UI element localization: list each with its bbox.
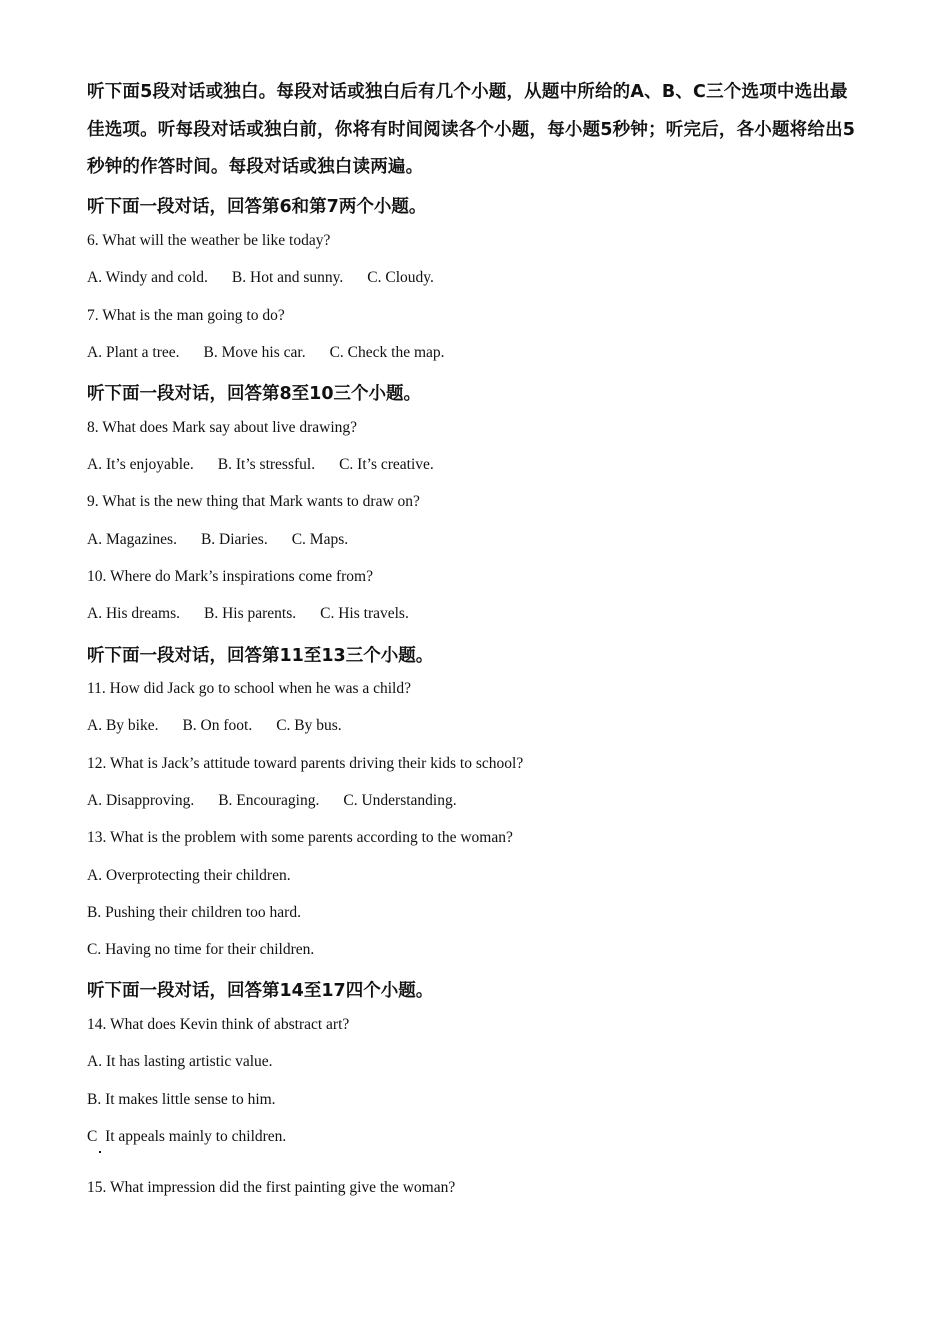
option-b: B. Hot and sunny. (231, 269, 344, 286)
option-a: A. Magazines. (87, 531, 177, 548)
section-heading: 听下面一段对话，回答第14至17四个小题。 (87, 981, 434, 1001)
option-a: A. Plant a tree. (87, 344, 180, 361)
question-13: 13. What is the problem with some parents according to the woman? (87, 829, 513, 846)
question-10: 10. Where do Mark’s inspirations come from? (87, 568, 373, 585)
options-7 (87, 344, 469, 362)
option-c: C. Maps. (291, 531, 349, 548)
option-c: C. It’s creative. (339, 456, 434, 473)
option-b: B. Diaries. (200, 531, 268, 548)
question-15: 15. What impression did the first painting give the woman? (87, 1179, 456, 1196)
option-c: C It appeals mainly to children. (87, 1128, 287, 1145)
options-6 (87, 269, 458, 287)
option-c: C. Check the map. (329, 344, 445, 361)
question-12: 12. What is Jack’s attitude toward parents driving their kids to school? (87, 755, 524, 772)
options-8 (87, 456, 458, 474)
option-c: C. Having no time for their children. (87, 941, 315, 958)
section-heading: 听下面一段对话，回答第8至10三个小题。 (87, 384, 422, 404)
question-11: 11. How did Jack go to school when he was a child? (87, 680, 411, 697)
option-c: C. His travels. (320, 605, 409, 622)
options-9 (87, 531, 372, 549)
section-heading: 听下面一段对话，回答第6和第7两个小题。 (87, 197, 427, 217)
question-9: 9. What is the new thing that Mark wants to draw on? (87, 493, 420, 510)
option-b: B. Pushing their children too hard. (87, 904, 301, 921)
option-a: A. It’s enjoyable. (87, 456, 194, 473)
section-instructions: 听下面5段对话或独白。每段对话或独白后有几个小题，从题中所给的A、B、C三个选项中选出最佳选项。听每段对话或独白前，你将有时间阅读各个小题，每小题5秒钟；听完后，各小题将给出5秒钟的作答时间。每段对话或独白读两遍。 (87, 82, 856, 177)
option-a: A. By bike. (87, 717, 159, 734)
stray-dot (99, 1151, 101, 1153)
option-b: B. Encouraging. (218, 792, 320, 809)
question-8: 8. What does Mark say about live drawing? (87, 419, 358, 436)
section-heading: 听下面一段对话，回答第11至13三个小题。 (87, 646, 434, 666)
option-b: B. It’s stressful. (217, 456, 316, 473)
option-c: C. Cloudy. (367, 269, 434, 286)
question-6: 6. What will the weather be like today? (87, 232, 331, 249)
question-14: 14. What does Kevin think of abstract art? (87, 1016, 350, 1033)
options-11 (87, 717, 366, 735)
option-a: A. His dreams. (87, 605, 180, 622)
question-7: 7. What is the man going to do? (87, 307, 285, 324)
options-10 (87, 605, 433, 623)
option-c: C. By bus. (276, 717, 342, 734)
option-b: B. It makes little sense to him. (87, 1091, 276, 1108)
option-b: B. His parents. (204, 605, 297, 622)
option-b: B. On foot. (182, 717, 253, 734)
option-a: A. It has lasting artistic value. (87, 1053, 273, 1070)
option-c: C. Understanding. (343, 792, 457, 809)
option-b: B. Move his car. (203, 344, 306, 361)
option-a: A. Windy and cold. (87, 269, 208, 286)
option-a: A. Disapproving. (87, 792, 195, 809)
options-12 (87, 792, 481, 810)
option-a: A. Overprotecting their children. (87, 867, 291, 884)
